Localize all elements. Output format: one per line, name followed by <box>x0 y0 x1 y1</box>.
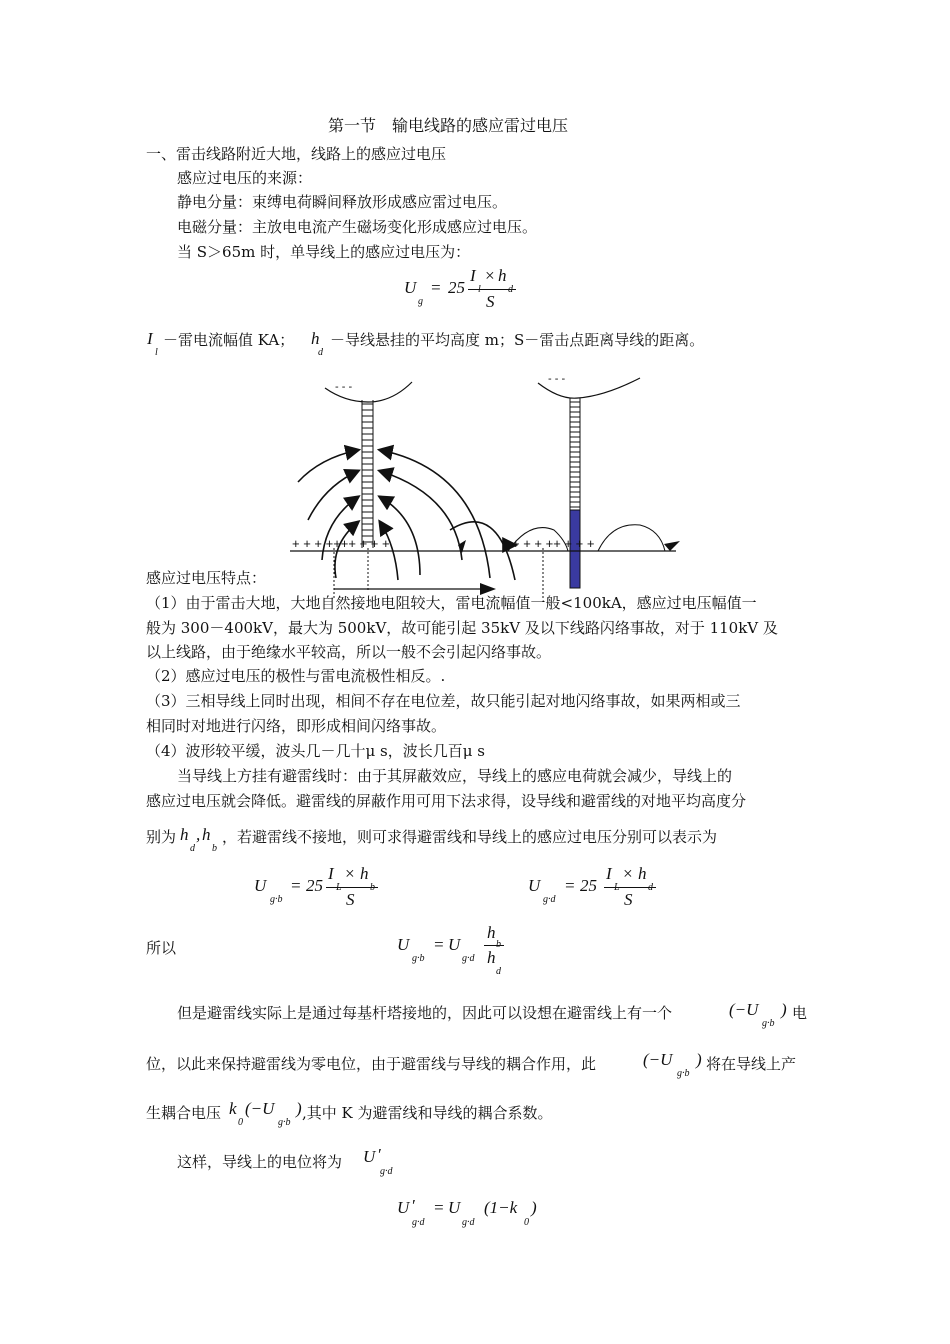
cloud-charge-right: - - - <box>548 373 566 385</box>
ground-line-3b: ,其中 K 为避雷线和导线的耦合系数。 <box>302 1104 553 1122</box>
var-I: I <box>147 329 153 348</box>
so-label: 所以 <box>146 939 177 957</box>
ground-line-1a: 但是避雷线实际上是通过每基杆塔接地的，因此可以设想在避雷线上有一个 <box>177 1004 673 1022</box>
bound-charges-right: + + + ++ + + + <box>512 536 595 551</box>
electrostatic-component: 静电分量：束缚电荷瞬间释放形成感应雷过电压。 <box>177 193 508 211</box>
electromagnetic-component: 电磁分量：主放电电流产生磁场变化形成感应过电压。 <box>177 218 538 236</box>
feature-2: （2）感应过电压的极性与雷电流极性相反。. <box>146 667 446 685</box>
shield-line-3a: 别为 <box>146 828 177 846</box>
features-label: 感应过电压特点： <box>146 569 267 587</box>
feature-3-line-1: （3）三相导线上同时出现，相间不存在电位差，故只能引起对地闪络事故，如果两相或三 <box>146 692 741 710</box>
section-heading: 一、雷击线路附近大地，线路上的感应过电压 <box>146 145 447 163</box>
var-l-sub: l <box>155 347 158 358</box>
condition-text: 当 S＞65m 时，单导线上的感应过电压为： <box>177 243 471 261</box>
ground-line-2b: 将在导线上产 <box>706 1055 797 1073</box>
cloud-charge-left: - - - <box>335 381 353 393</box>
shield-line-2: 感应过电压就会降低。避雷线的屏蔽作用可用下法求得，设导线和避雷线的对地平均高度分 <box>146 792 747 810</box>
feature-1-line-1: （1）由于雷击大地，大地自然接地电阻较大，雷电流幅值一般<100kA，感应过电压幅值一 <box>146 594 757 612</box>
var-h: h <box>311 329 320 348</box>
feature-1-line-3: 以上线路，由于绝缘水平较高，所以一般不会引起闪络事故。 <box>146 643 552 661</box>
feature-1-line-2: 般为 300－400kV，最大为 500kV，故可能引起 35kV 及以下线路闪络事故，对于 110kV 及 <box>146 619 778 637</box>
induced-wave-hump-2 <box>598 525 665 551</box>
page-title: 第一节 输电线路的感应雷过电压 <box>328 116 569 135</box>
definition-current: －雷电流幅值 KA； <box>163 331 295 349</box>
induced-voltage-diagram <box>0 0 950 600</box>
feature-4: （4）波形较平缓，波头几－几十μ s，波长几百μ s <box>146 742 485 760</box>
ground-line-1b: 电 <box>792 1004 808 1022</box>
source-label: 感应过电压的来源： <box>177 169 313 187</box>
conductor-arrow <box>664 541 680 551</box>
var-d-sub: d <box>318 347 323 358</box>
feature-3-line-2: 相同时对地进行闪络，即形成相间闪络事故。 <box>146 717 447 735</box>
shield-line-3b: ，若避雷线不接地，则可求得避雷线和导线上的感应过电压分别可以表示为 <box>222 828 718 846</box>
left-lightning-channel <box>362 400 373 548</box>
definition-height: －导线悬挂的平均高度 m；S－雷击点距离导线的距离。 <box>330 331 705 349</box>
ground-line-2a: 位，以此来保持避雷线为零电位，由于避雷线与导线的耦合作用，此 <box>146 1055 597 1073</box>
electric-field-lines <box>298 450 515 580</box>
shield-line-1: 当导线上方挂有避雷线时：由于其屏蔽效应，导线上的感应电荷就会减少，导线上的 <box>177 767 733 785</box>
ground-line-3a: 生耦合电压 <box>146 1104 222 1122</box>
bound-charges-left: + + + ++++ + + + <box>292 536 390 551</box>
final-statement: 这样，导线上的电位将为 <box>177 1153 343 1171</box>
